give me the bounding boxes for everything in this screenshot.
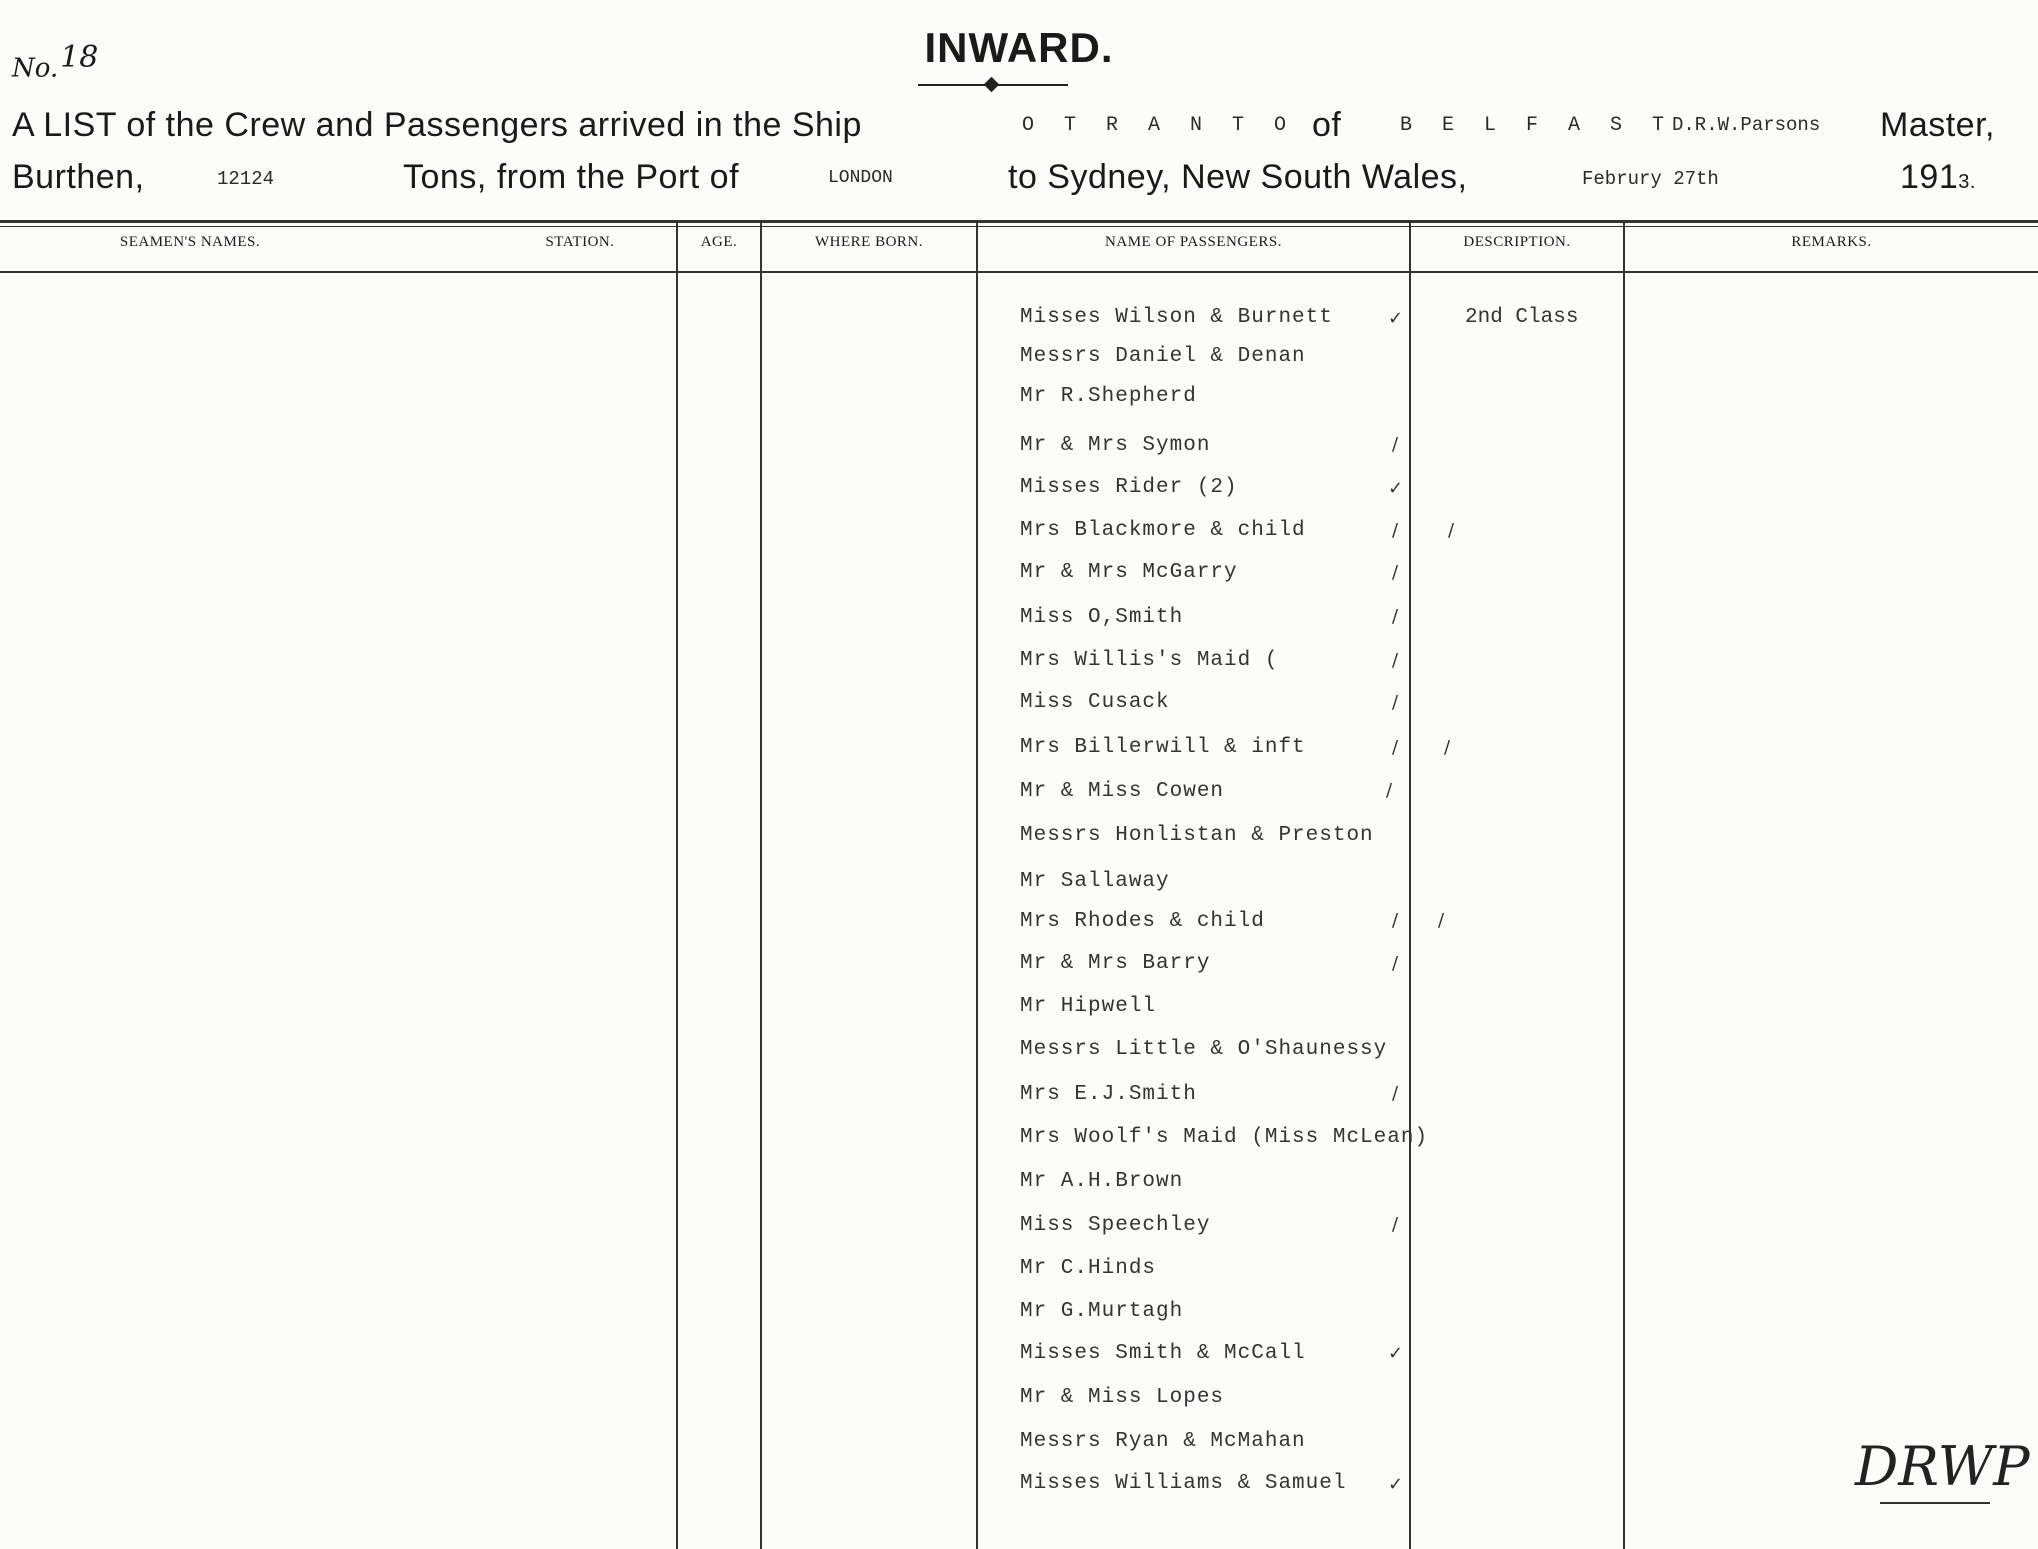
tonnage: 12124 (217, 168, 275, 190)
of-label: of (1312, 106, 1342, 144)
header-remarks: REMARKS. (1791, 234, 1872, 250)
passenger-row: Mr & Mrs Symon (1020, 434, 1211, 457)
check-mark: / (1392, 606, 1399, 627)
port-of-departure: LONDON (828, 168, 893, 188)
check-mark: / (1392, 953, 1399, 974)
line1-intro: A LIST of the Crew and Passengers arrived in the Ship (12, 106, 862, 144)
ship-name: O T R A N T O (1022, 114, 1296, 137)
column-divider-age-left (676, 222, 678, 1549)
check-mark: / (1444, 737, 1451, 758)
check-mark: ✓ (1388, 1474, 1404, 1495)
passenger-row: Mrs Billerwill & inft (1020, 736, 1306, 759)
passenger-row: Mr G.Murtagh (1020, 1300, 1184, 1323)
check-mark: / (1392, 562, 1399, 583)
passenger-row: Mr A.H.Brown (1020, 1170, 1184, 1193)
passenger-row: Mrs Woolf's Maid (Miss McLean) (1020, 1126, 1429, 1149)
year-prefix: 191 (1900, 158, 1959, 196)
passenger-row: Misses Rider (2) (1020, 476, 1238, 499)
passenger-row: Mr & Mrs Barry (1020, 952, 1211, 975)
check-mark: / (1392, 434, 1399, 455)
master-signature: DRWP (1855, 1435, 2030, 1498)
column-divider-remarks-left (1623, 222, 1625, 1549)
tons-label: Tons, from the Port of (403, 158, 740, 196)
burthen-label: Burthen, (12, 158, 145, 196)
home-port: B E L F A S T (1400, 114, 1674, 137)
signature-underline (1880, 1502, 1990, 1504)
destination-label: to Sydney, New South Wales, (1008, 158, 1468, 196)
passenger-row: Miss Speechley (1020, 1214, 1211, 1237)
passenger-row: Mr C.Hinds (1020, 1257, 1157, 1280)
table-top-rule-thin (0, 226, 2038, 227)
column-divider-description-left (1409, 222, 1411, 1549)
header-station: STATION. (545, 234, 615, 250)
master-name: D.R.W.Parsons (1672, 114, 1821, 136)
check-mark: ✓ (1388, 1343, 1404, 1364)
column-divider-age-right (760, 222, 762, 1549)
list-number-label: No. (12, 53, 59, 84)
passenger-row: Mr & Miss Cowen (1020, 780, 1225, 803)
check-mark: / (1392, 910, 1399, 931)
header-age: AGE. (700, 234, 738, 250)
passenger-row: Misses Smith & McCall (1020, 1342, 1306, 1365)
check-mark: / (1386, 780, 1393, 801)
passenger-row: Mr R.Shepherd (1020, 385, 1197, 408)
check-mark: / (1448, 520, 1455, 541)
passenger-row: Mrs Blackmore & child (1020, 519, 1306, 542)
passenger-row: Mrs Rhodes & child (1020, 910, 1265, 933)
check-mark: / (1392, 692, 1399, 713)
header-name-of-passengers: NAME OF PASSENGERS. (1105, 234, 1282, 250)
passenger-row: Miss Cusack (1020, 691, 1170, 714)
header-where-born: WHERE BORN. (815, 234, 923, 250)
page-title: INWARD. (924, 24, 1114, 71)
date: Februry 27th (1582, 168, 1719, 190)
passenger-row: Messrs Daniel & Denan (1020, 345, 1306, 368)
list-number-value: 18 (60, 40, 99, 75)
check-mark: / (1392, 737, 1399, 758)
description-value: 2nd Class (1465, 306, 1579, 329)
header-description: DESCRIPTION. (1463, 234, 1571, 250)
check-mark: / (1438, 910, 1445, 931)
check-mark: / (1392, 650, 1399, 671)
passenger-row: Mr & Miss Lopes (1020, 1386, 1225, 1409)
check-mark: / (1392, 1214, 1399, 1235)
title-ornament (918, 84, 1068, 86)
passenger-row: Misses Williams & Samuel (1020, 1472, 1347, 1495)
passenger-row: Messrs Ryan & McMahan (1020, 1430, 1306, 1453)
passenger-row: Mr & Mrs McGarry (1020, 561, 1238, 584)
master-label: Master, (1880, 106, 1995, 144)
passenger-row: Mrs E.J.Smith (1020, 1083, 1197, 1106)
passenger-row: Miss O,Smith (1020, 606, 1184, 629)
passenger-row: Messrs Honlistan & Preston (1020, 824, 1374, 847)
passenger-row: Mrs Willis's Maid ( (1020, 649, 1279, 672)
passenger-row: Misses Wilson & Burnett (1020, 306, 1333, 329)
check-mark: / (1392, 520, 1399, 541)
passenger-row: Messrs Little & O'Shaunessy (1020, 1038, 1388, 1061)
check-mark: / (1392, 1083, 1399, 1104)
check-mark: ✓ (1388, 308, 1404, 329)
header-bottom-rule (0, 271, 2038, 273)
year (1900, 158, 1976, 197)
column-divider-passengers-left (976, 222, 978, 1549)
passenger-row: Mr Hipwell (1020, 995, 1157, 1018)
year-suffix: 3. (1958, 171, 1976, 193)
check-mark: ✓ (1388, 478, 1404, 499)
passenger-row: Mr Sallaway (1020, 870, 1170, 893)
header-seamens-names: SEAMEN'S NAMES. (119, 234, 261, 250)
table-top-rule (0, 220, 2038, 223)
